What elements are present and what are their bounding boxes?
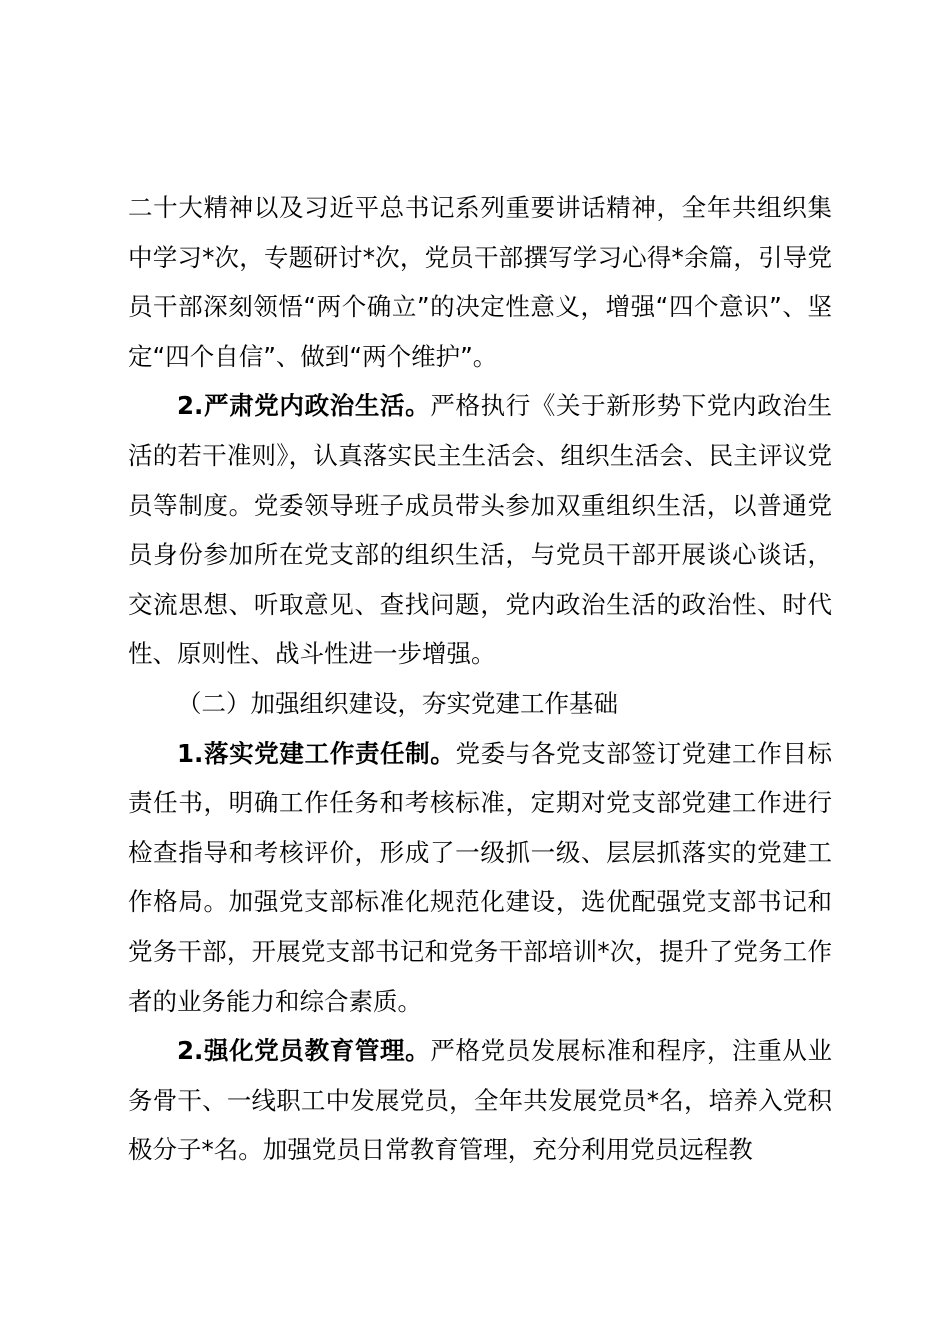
- item-heading: 2.强化党员教育管理。: [177, 1036, 431, 1066]
- paragraph-text: 严格执行《关于新形势下党内政治生活的若干准则》，认真落实民主生活会、组织生活会、民主评议党员等制度。党委领导班子成员带头参加双重组织生活，以普通党员身份参加所在党支部的组织生活，与党员干部开展谈心谈话，交流思想、听取意见、查找问题，党内政治生活的政治性、时代性、原则性、战斗性进一步增强。: [128, 391, 832, 669]
- document-body: [128, 183, 832, 1175]
- paragraph-text: 二十大精神以及习近平总书记系列重要讲话精神，全年共组织集中学习*次，专题研讨*次，党员干部撰写学习心得*余篇，引导党员干部深刻领悟“两个确立”的决定性意义，增强“四个意识”、坚定“四个自信”、做到“两个维护”。: [128, 193, 832, 371]
- paragraph-text: 严格党员发展标准和程序，注重从业务骨干、一线职工中发展党员，全年共发展党员*名，培养入党积极分子*名。加强党员日常教育管理，充分利用党员远程教: [128, 1036, 832, 1165]
- section-heading: [128, 679, 832, 729]
- section-heading-text: （二）加强组织建设，夯实党建工作基础: [177, 688, 618, 718]
- paragraph-item-member-education: [128, 1026, 832, 1175]
- paragraph-item-responsibility-system: [128, 729, 832, 1027]
- item-heading: 2.严肃党内政治生活。: [177, 391, 431, 421]
- paragraph-item-strict-political-life: [128, 381, 832, 679]
- paragraph-text: 党委与各党支部签订党建工作目标责任书，明确工作任务和考核标准，定期对党支部党建工作进行检查指导和考核评价，形成了一级抓一级、层层抓落实的党建工作格局。加强党支部标准化规范化建设，选优配强党支部书记和党务干部，开展党支部书记和党务干部培训*次，提升了党务工作者的业务能力和综合素质。: [128, 738, 833, 1016]
- paragraph-continuation: [128, 183, 832, 381]
- item-heading: 1.落实党建工作责任制。: [177, 738, 456, 768]
